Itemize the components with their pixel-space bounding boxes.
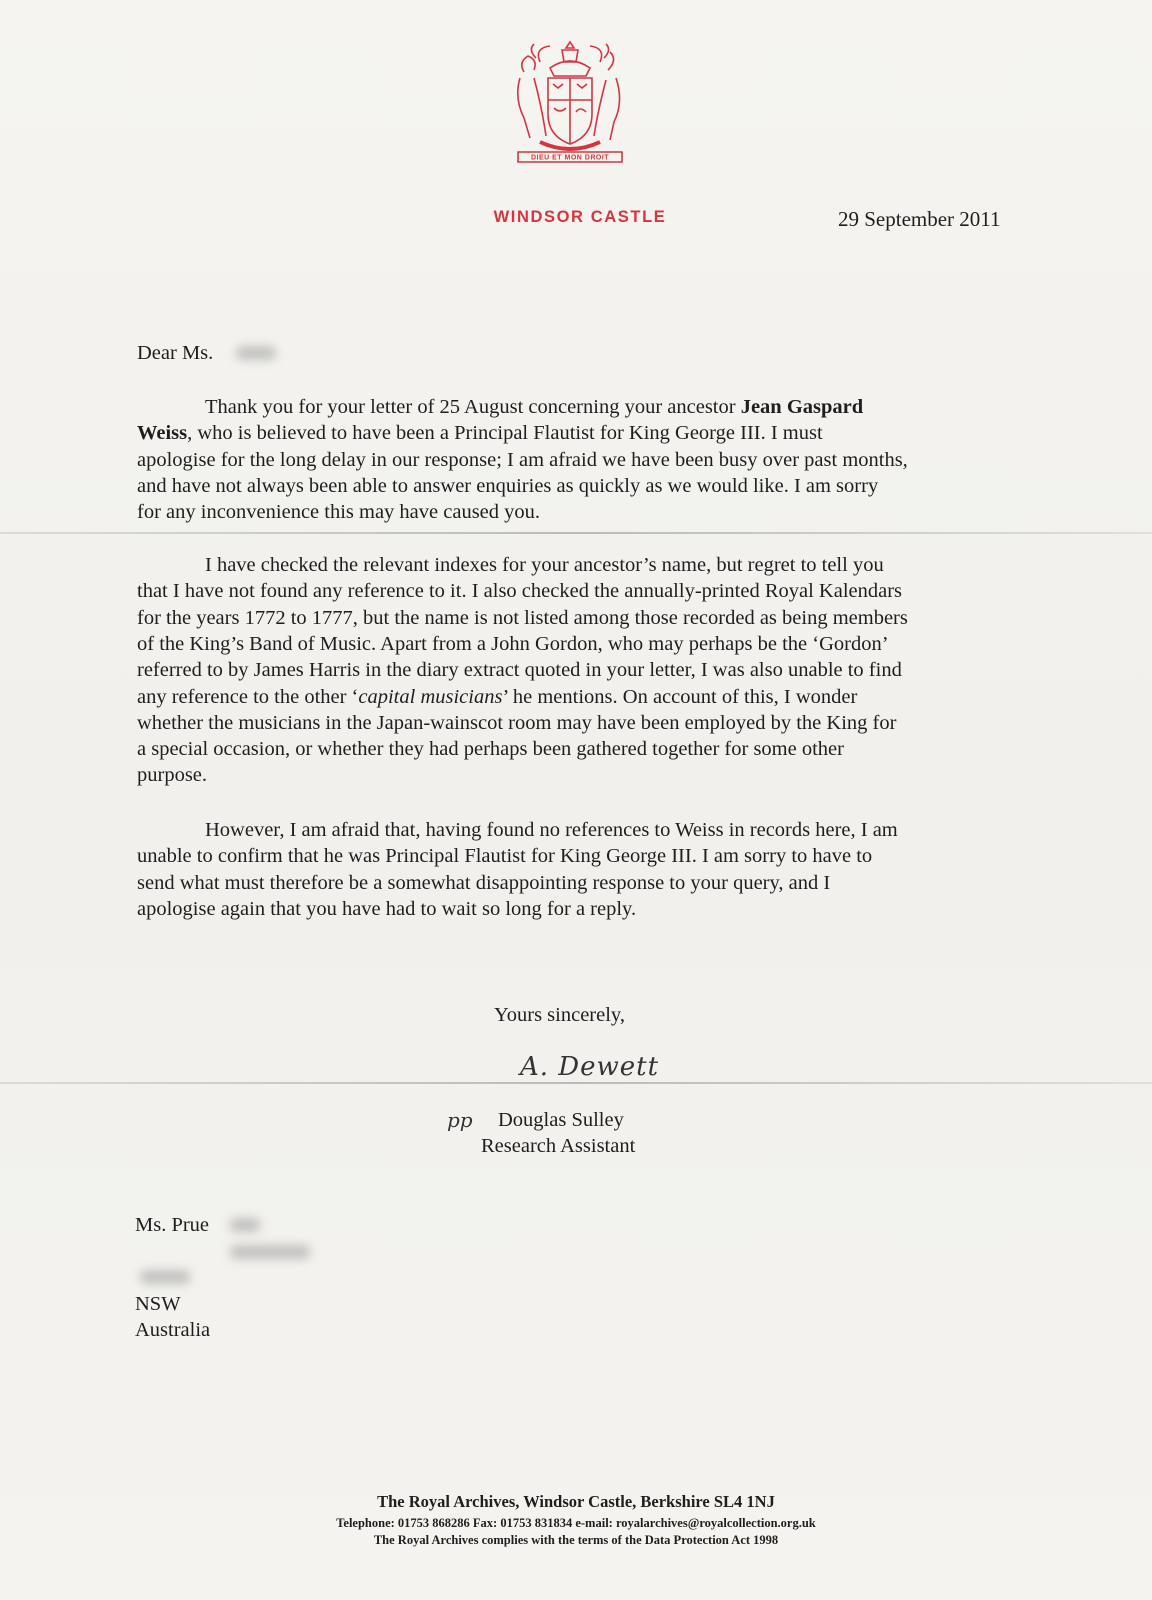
paragraph-2-line [137, 631, 889, 657]
redacted-address-line [140, 1270, 190, 1284]
text-segment: for the years 1772 to 1777, but the name is not listed among those recorded as being members [137, 606, 908, 629]
text-segment: ’ he mentions. On account of this, I wonder [502, 685, 858, 708]
text-segment: for any inconvenience this may have caused you. [137, 501, 541, 524]
paragraph-2-line [137, 762, 207, 788]
paragraph-3-line [137, 843, 872, 869]
paragraph-1-line [205, 394, 863, 420]
paragraph-3-line [137, 896, 636, 922]
crest-motto: DIEU ET MON DROIT [530, 154, 610, 162]
text-segment: apologise for the long delay in our response; I am afraid we have been busy over past months, [137, 448, 908, 471]
text-segment: , who is believed to have been a Principal Flautist for King George III. I must [187, 422, 823, 445]
text-segment: a special occasion, or whether they had perhaps been gathered together for some other [137, 738, 844, 761]
paragraph-1-line [137, 420, 823, 446]
recipient-country: Australia [135, 1319, 211, 1341]
signatory-role: Research Assistant [481, 1135, 636, 1157]
salutation: Dear Ms. [137, 342, 214, 364]
paragraph-2-line [137, 710, 896, 736]
paragraph-3-line [205, 817, 898, 843]
text-segment: any reference to the other ‘ [137, 685, 359, 708]
text-segment: send what must therefore be a somewhat disappointing response to your query, and I [137, 871, 831, 894]
paper-fold-line [0, 532, 1152, 534]
footer-contact: Telephone: 01753 868286 Fax: 01753 831834 e-mail: royalarchives@royalcollection.org.uk [336, 1516, 816, 1530]
italic-text: capital musicians [358, 685, 503, 708]
footer-notice: The Royal Archives complies with the terms of the Data Protection Act 1998 [373, 1533, 779, 1547]
redacted-address-line [230, 1245, 310, 1259]
paper-fold-line [0, 1082, 1152, 1084]
paragraph-2-line [137, 736, 844, 762]
paragraph-1-line [137, 499, 540, 525]
text-segment: apologise again that you have had to wait so long for a reply. [137, 897, 637, 920]
recipient-name: Ms. Prue [135, 1214, 210, 1236]
text-segment: referred to by James Harris in the diary extract quoted in your letter, I was also unable to find [137, 659, 902, 682]
text-segment: unable to confirm that he was Principal Flautist for King George III. I am sorry to have to [137, 845, 873, 868]
paragraph-2-line [137, 605, 908, 631]
text-segment: Thank you for your letter of 25 August concerning your ancestor [205, 396, 741, 418]
royal-coat-of-arms-crest [510, 38, 630, 166]
text-segment: and have not always been able to answer enquiries as quickly as we would like. I am sorry [137, 474, 879, 497]
bold-text: Weiss [137, 422, 188, 445]
text-segment: that I have not found any reference to it. I also checked the annually-printed Royal Kalendars [137, 580, 903, 603]
footer-address: The Royal Archives, Windsor Castle, Berkshire SL4 1NJ [377, 1492, 775, 1511]
text-segment: I have checked the relevant indexes for your ancestor’s name, but regret to tell you [205, 554, 884, 576]
paragraph-2-line [205, 552, 884, 578]
text-segment: However, I am afraid that, having found no references to Weiss in records here, I am [205, 819, 898, 841]
paragraph-2-line [137, 578, 902, 604]
redacted-surname [236, 346, 276, 360]
text-segment: whether the musicians in the Japan-wainscot room may have been employed by the King for [137, 711, 897, 734]
text-segment: purpose. [137, 764, 208, 787]
valediction: Yours sincerely, [494, 1004, 625, 1026]
handwritten-signature: A. Dewett [520, 1052, 660, 1082]
pp-mark: pp [447, 1108, 473, 1132]
letterhead-title: WINDSOR CASTLE [493, 208, 667, 226]
recipient-state: NSW [135, 1293, 181, 1315]
redacted-recipient-surname [230, 1218, 260, 1232]
signatory-name: Douglas Sulley [498, 1109, 624, 1131]
bold-text: Jean Gaspard [740, 396, 864, 418]
letter-date: 29 September 2011 [838, 207, 1001, 231]
paragraph-1-line [137, 447, 908, 473]
text-segment: of the King’s Band of Music. Apart from a John Gordon, who may perhaps be the ‘Gordon’ [137, 632, 889, 655]
paragraph-2-line [137, 684, 857, 710]
paragraph-2-line [137, 657, 902, 683]
paragraph-1-line [137, 473, 878, 499]
paragraph-3-line [137, 870, 830, 896]
